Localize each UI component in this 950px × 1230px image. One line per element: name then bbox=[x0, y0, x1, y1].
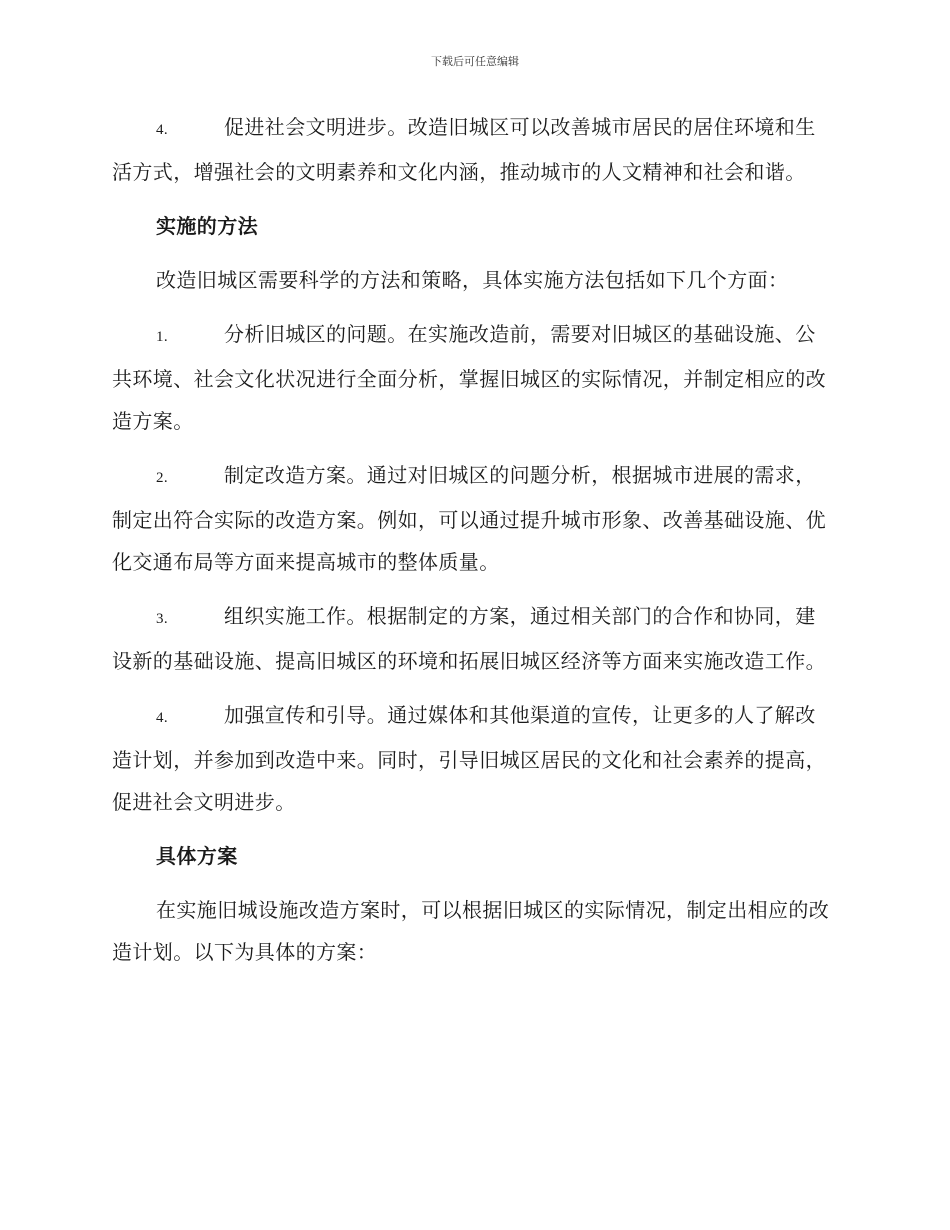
list-number: 1. bbox=[156, 329, 169, 345]
numbered-paragraph bbox=[112, 313, 834, 442]
paragraph-text: 促进社会文明进步。改造旧城区可以改善城市居民的居住环境和生活方式，增强社会的文明素养和文化内涵，推动城市的人文精神和社会和谐。 bbox=[112, 115, 816, 184]
numbered-paragraph bbox=[112, 106, 834, 193]
numbered-paragraph bbox=[112, 694, 834, 823]
paragraph: 在实施旧城设施改造方案时，可以根据旧城区的实际情况，制定出相应的改造计划。以下为具体的方案： bbox=[112, 898, 830, 964]
section-heading: 实施的方法 bbox=[156, 214, 258, 238]
document-body bbox=[112, 106, 834, 985]
paragraph-text: 制定改造方案。通过对旧城区的问题分析，根据城市进展的需求，制定出符合实际的改造方案。例如，可以通过提升城市形象、改善基础设施、优化交通布局等方面来提高城市的整体质量。 bbox=[112, 463, 826, 574]
paragraph: 改造旧城区需要科学的方法和策略，具体实施方法包括如下几个方面： bbox=[156, 268, 789, 292]
list-number: 3. bbox=[156, 611, 169, 627]
paragraph-text: 组织实施工作。根据制定的方案，通过相关部门的合作和协同，建设新的基础设施、提高旧城区的环境和拓展旧城区经济等方面来实施改造工作。 bbox=[112, 604, 826, 673]
list-number: 4. bbox=[156, 710, 169, 726]
numbered-paragraph bbox=[112, 454, 834, 583]
paragraph-text: 加强宣传和引导。通过媒体和其他渠道的宣传，让更多的人了解改造计划，并参加到改造中来。同时，引导旧城区居民的文化和社会素养的提高，促进社会文明进步。 bbox=[112, 703, 826, 814]
list-number: 4. bbox=[156, 122, 169, 138]
numbered-paragraph bbox=[112, 595, 834, 682]
list-number: 2. bbox=[156, 470, 169, 486]
section-heading: 具体方案 bbox=[156, 844, 238, 868]
paragraph-text: 分析旧城区的问题。在实施改造前，需要对旧城区的基础设施、公共环境、社会文化状况进行全面分析，掌握旧城区的实际情况，并制定相应的改造方案。 bbox=[112, 322, 826, 433]
page-header: 下载后可任意编辑 bbox=[431, 55, 519, 68]
